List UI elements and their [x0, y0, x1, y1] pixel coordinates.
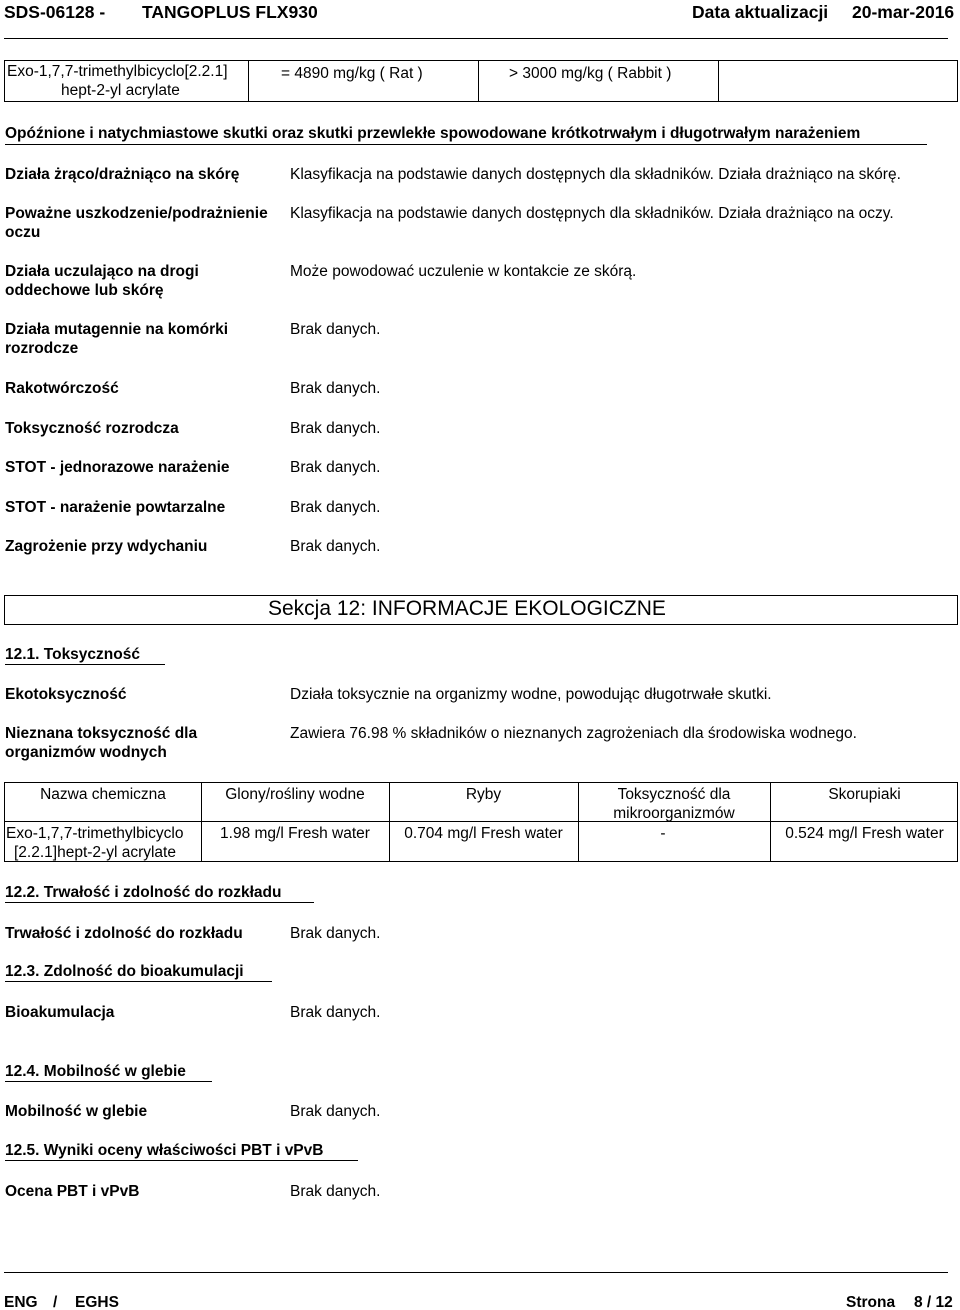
effect-label-cont: oczu — [5, 224, 41, 241]
ecotoxicity-label: Ekotoksyczność — [5, 686, 127, 703]
effect-label: Zagrożenie przy wdychaniu — [5, 538, 208, 555]
cell-algae: 1.98 mg/l Fresh water — [220, 825, 370, 842]
ecotoxicity-value: Działa toksycznie na organizmy wodne, powodując długotrwałe skutki. — [290, 686, 772, 703]
mobility-value: Brak danych. — [290, 1103, 381, 1120]
persistence-label: Trwałość i zdolność do rozkładu — [5, 925, 243, 942]
col-header-crustacea: Skorupiaki — [828, 786, 901, 803]
header-divider — [4, 38, 948, 39]
effect-label-cont: rozrodcze — [5, 340, 79, 357]
footer-format: EGHS — [75, 1294, 119, 1310]
effect-value: Może powodować uczulenie w kontakcie ze skórą. — [290, 263, 637, 280]
footer-page-number: 8 / 12 — [914, 1294, 953, 1310]
unknown-toxicity-value: Zawiera 76.98 % składników o nieznanych zagrożeniach dla środowiska wodnego. — [290, 725, 857, 742]
effect-label: Działa mutagennie na komórki — [5, 321, 229, 338]
unknown-toxicity-label: Nieznana toksyczność dla — [5, 725, 198, 742]
subsection-12-5-heading: 12.5. Wyniki oceny właściwości PBT i vPvB — [5, 1142, 324, 1159]
effect-label: Działa żrąco/drażniąco na skórę — [5, 166, 240, 183]
bioaccumulation-label: Bioakumulacja — [5, 1004, 115, 1021]
col-header-microorganisms: Toksyczność dla — [617, 786, 731, 803]
persistence-value: Brak danych. — [290, 925, 381, 942]
effect-label-cont: oddechowe lub skórę — [5, 282, 164, 299]
subsection-underline — [5, 664, 165, 665]
effect-label: Toksyczność rozrodcza — [5, 420, 179, 437]
subsection-underline — [5, 1081, 212, 1082]
col-header-fish: Ryby — [465, 786, 502, 803]
subsection-underline — [5, 1160, 358, 1161]
oral-ld50: = 4890 mg/kg ( Rat ) — [281, 65, 423, 82]
col-header-chemical-name: Nazwa chemiczna — [40, 786, 166, 803]
subsection-12-4-heading: 12.4. Mobilność w glebie — [5, 1063, 186, 1080]
col-header-microorganisms-cont: mikroorganizmów — [613, 805, 735, 822]
col-header-algae: Glony/rośliny wodne — [225, 786, 365, 803]
subsection-12-3-heading: 12.3. Zdolność do bioakumulacji — [5, 963, 244, 980]
effect-value: Brak danych. — [290, 321, 381, 338]
ecotoxicity-table — [4, 782, 958, 862]
effect-label: STOT - narażenie powtarzalne — [5, 499, 226, 516]
effect-value: Brak danych. — [290, 459, 381, 476]
section-12-title: Sekcja 12: INFORMACJE EKOLOGICZNE — [268, 597, 666, 620]
subsection-underline — [5, 902, 314, 903]
effect-label: STOT - jednorazowe narażenie — [5, 459, 230, 476]
cell-fish: 0.704 mg/l Fresh water — [404, 825, 563, 842]
document-id: SDS-06128 - — [4, 2, 106, 22]
subsection-underline — [5, 981, 272, 982]
revision-label: Data aktualizacji — [692, 2, 829, 22]
effects-heading: Opóźnione i natychmiastowe skutki oraz skutki przewlekłe spowodowane krótkotrwałym i długotrwałym narażeniem — [5, 125, 861, 142]
cell-chemical-name-cont: [2.2.1]hept-2-yl acrylate — [14, 844, 176, 861]
effect-label: Poważne uszkodzenie/podrażnienie — [5, 205, 268, 222]
subsection-12-1-heading: 12.1. Toksyczność — [5, 646, 140, 663]
effects-heading-underline — [5, 144, 927, 145]
acute-toxicity-table — [4, 60, 958, 102]
footer-separator: / — [53, 1294, 58, 1310]
cell-crustacea: 0.524 mg/l Fresh water — [785, 825, 944, 842]
pbt-value: Brak danych. — [290, 1183, 381, 1200]
footer-page-label: Strona — [846, 1294, 896, 1310]
bioaccumulation-value: Brak danych. — [290, 1004, 381, 1021]
section-12-banner — [4, 595, 958, 625]
dermal-ld50: > 3000 mg/kg ( Rabbit ) — [509, 65, 672, 82]
cell-microorganisms: - — [660, 825, 666, 842]
effect-label: Działa uczulająco na drogi — [5, 263, 199, 280]
mobility-label: Mobilność w glebie — [5, 1103, 148, 1120]
effect-value: Brak danych. — [290, 538, 381, 555]
chemical-name-cont: hept-2-yl acrylate — [61, 82, 180, 99]
product-name: TANGOPLUS FLX930 — [142, 2, 318, 22]
footer-language: ENG — [4, 1294, 38, 1310]
unknown-toxicity-label-cont: organizmów wodnych — [5, 744, 167, 761]
effect-label: Rakotwórczość — [5, 380, 119, 397]
cell-chemical-name: Exo-1,7,7-trimethylbicyclo — [6, 825, 184, 842]
subsection-12-2-heading: 12.2. Trwałość i zdolność do rozkładu — [5, 884, 282, 901]
pbt-label: Ocena PBT i vPvB — [5, 1183, 140, 1200]
effect-value: Klasyfikacja na podstawie danych dostępnych dla składników. Działa drażniąco na skórę. — [290, 166, 901, 183]
chemical-name: Exo-1,7,7-trimethylbicyclo[2.2.1] — [7, 63, 228, 80]
effect-value: Brak danych. — [290, 380, 381, 397]
effect-value: Klasyfikacja na podstawie danych dostępnych dla składników. Działa drażniąco na oczy. — [290, 205, 894, 222]
footer-divider — [4, 1272, 948, 1273]
effect-value: Brak danych. — [290, 499, 381, 516]
effect-value: Brak danych. — [290, 420, 381, 437]
revision-date: 20-mar-2016 — [852, 2, 955, 22]
